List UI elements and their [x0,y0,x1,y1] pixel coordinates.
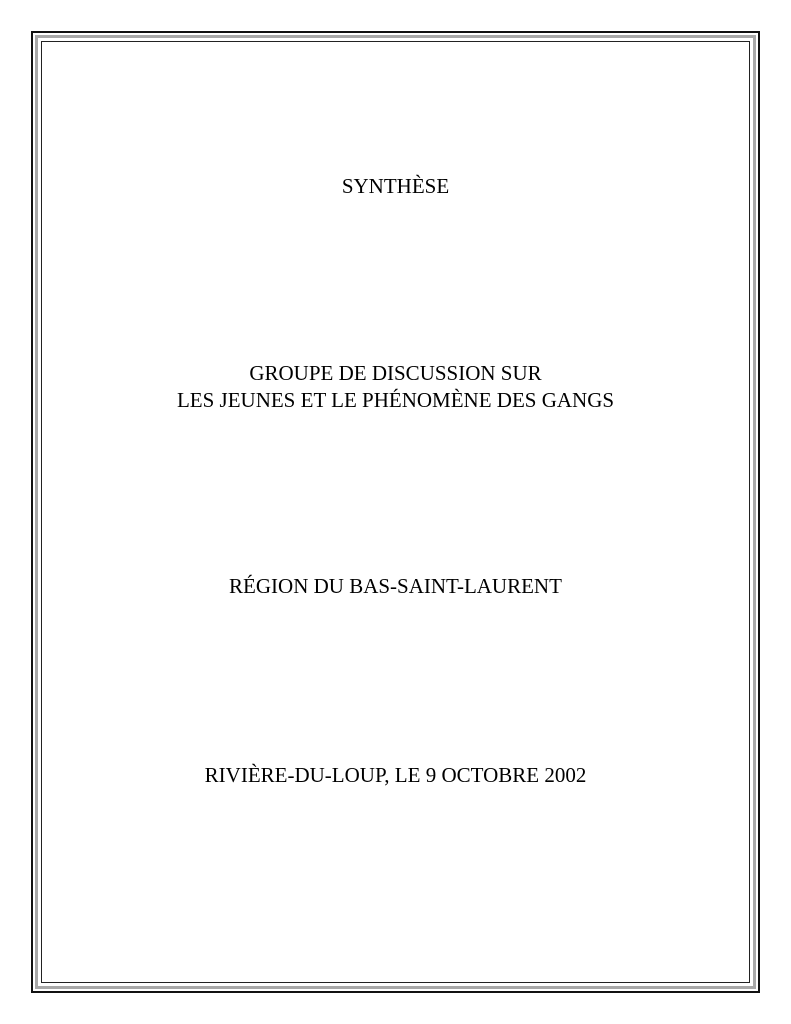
place-date-line: RIVIÈRE-DU-LOUP, LE 9 OCTOBRE 2002 [204,763,587,787]
document-title: SYNTHÈSE [341,174,450,198]
subject-line-2: LES JEUNES ET LE PHÉNOMÈNE DES GANGS [176,388,615,412]
region-line: RÉGION DU BAS-SAINT-LAURENT [229,574,562,598]
subject-line-1: GROUPE DE DISCUSSION SUR [249,361,542,385]
